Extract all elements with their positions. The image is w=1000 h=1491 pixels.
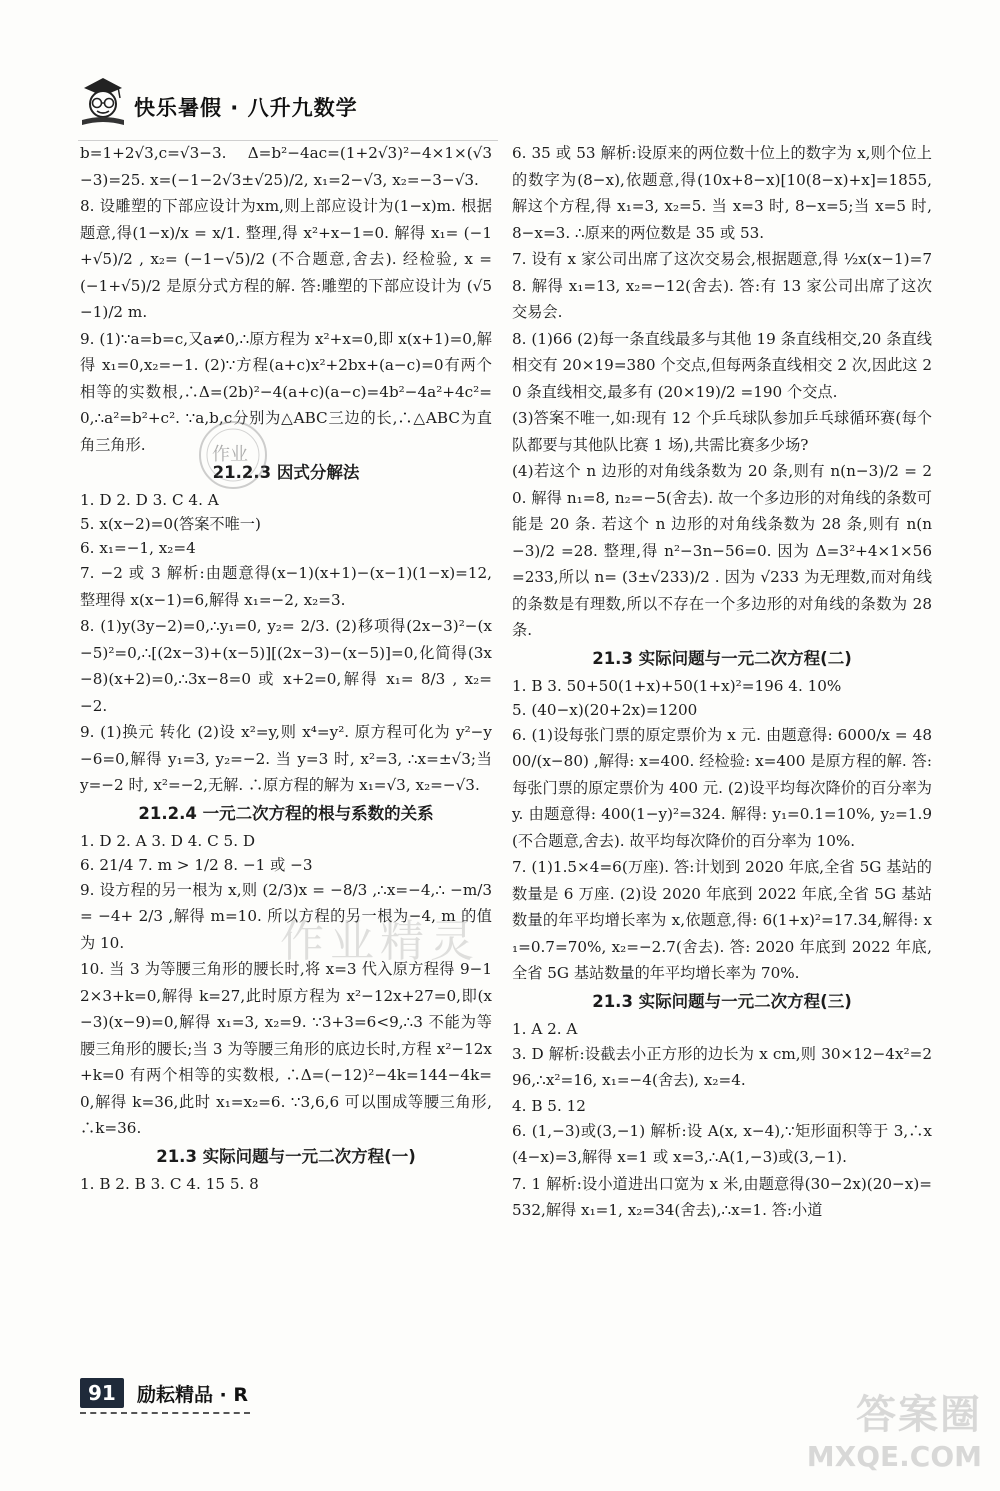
answer-paragraph: 8. 设雕塑的下部应设计为xm,则上部应设计为(1−x)m. 根据题意,得(1−x)/x = x/1. 整理,得 x²+x−1=0. 解得 x₁= (−1+√5)/2 , x₂= (−1−√5)/2 (不合题意,舍去). 经检验, x = (−1+√5)/2 是原分式方程的解. 答:雕塑的下部应设计为 (√5−1)/2 m. <box>80 197 492 321</box>
site-watermark <box>772 1383 982 1479</box>
footer-brand: 励耘精品 · R <box>136 1383 249 1406</box>
right-column <box>512 140 932 1224</box>
answer-paragraph: 3. D 解析:设截去小正方形的边长为 x cm,则 30×12−4x²=296,∴x²=16, x₁=−4(舍去), x₂=4. <box>512 1044 932 1089</box>
answer-line: 1. A 2. A <box>512 1019 578 1038</box>
section-heading: 21.2.4 一元二次方程的根与系数的关系 <box>138 803 434 823</box>
answer-paragraph: 8. (1)66 (2)每一条直线最多与其他 19 条直线相交,20 条直线相交有 20×19=380 个交点,但每两条直线相交 2 次,因此这 20 条直线相交,最多有 (20×19)/2 =190 个交点. <box>512 329 932 401</box>
section-heading: 21.3 实际问题与一元二次方程(二) <box>592 648 852 668</box>
answer-line: 1. D 2. D 3. C 4. A <box>80 491 219 509</box>
answer-paragraph: 9. 设方程的另一根为 x,则 (2/3)x = −8/3 ,∴x=−4,∴ −m/3 = −4+ 2/3 ,解得 m=10. 所以方程的另一根为−4, m 的值为 10. <box>80 880 492 952</box>
answer-paragraph: (3)答案不唯一,如:现有 12 个乒乓球队参加乒乓球循环赛(每个队都要与其他队比赛 1 场),共需比赛多少场? <box>512 409 932 454</box>
answer-paragraph: 7. 设有 x 家公司出席了这次交易会,根据题意,得 ½x(x−1)=78. 解得 x₁=13, x₂=−12(舍去). 答:有 13 家公司出席了这次交易会. <box>512 250 932 321</box>
answer-paragraph: 9. (1)∵a=b=c,又a≠0,∴原方程为 x²+x=0,即 x(x+1)=0,解得 x₁=0,x₂=−1. (2)∵方程(a+c)x²+2bx+(a−c)=0有两个相等的实数根,∴Δ=(2b)²−4(a+c)(a−c)=4b²−4a²+4c²=0,∴a²=b²+c². ∵a,b,c分别为△ABC三边的长,∴△ABC为直角三角形. <box>80 329 492 454</box>
answer-paragraph: (4)若这个 n 边形的对角线条数为 20 条,则有 n(n−3)/2 = 20. 解得 n₁=8, n₂=−5(舍去). 故一个多边形的对角线的条数可能是 20 条. 若这个 n 边形的对角线条数为 28 条,则有 n(n−3)/2 =28. 整理,得 n²−3n−56=0. 因为 Δ=3²+4×1×56=233,所以 n= (3±√233)/2 . 因为 √233 为无理数,而对角线的条数是有理数,所以不存在一个多边形的对角线的条数为 28 条. <box>512 462 932 639</box>
footer-rule <box>80 1412 250 1414</box>
answer-paragraph: 7. (1)1.5×4=6(万座). 答:计划到 2020 年底,全省 5G 基站的数量是 6 万座. (2)设 2020 年底到 2022 年底,全省 5G 基站数量的年平均增长率为 x,依题意,得: 6(1+x)²=17.34,解得: x₁=0.7=70%, x₂=−2.7(舍去). 答: 2020 年底到 2022 年底,全省 5G 基站数量的年平均增长率为 70%. <box>512 858 932 982</box>
section-heading: 21.3 实际问题与一元二次方程(一) <box>156 1146 416 1166</box>
section-heading: 21.3 实际问题与一元二次方程(三) <box>592 991 852 1011</box>
answer-line: 6. 21/4 7. m > 1/2 8. −1 或 −3 <box>80 855 313 874</box>
answer-line: 1. D 2. A 3. D 4. C 5. D <box>80 831 256 850</box>
answer-line: 1. B 2. B 3. C 4. 15 5. 8 <box>80 1174 259 1193</box>
watermark-logo: 答案圈 <box>856 1392 982 1438</box>
header-title: 快乐暑假 · 八升九数学 <box>134 96 358 120</box>
answer-line: 4. B 5. 12 <box>512 1096 586 1115</box>
watermark-domain: MXQE.COM <box>806 1440 982 1473</box>
section-heading: 21.2.3 因式分解法 <box>212 463 360 482</box>
answer-paragraph: 10. 当 3 为等腰三角形的腰长时,将 x=3 代入原方程得 9−12×3+k=0,解得 k=27,此时原方程为 x²−12x+27=0,即(x−3)(x−9)=0,解得 x₁=3, x₂=9. ∵3+3=6<9,∴3 不能为等腰三角形的腰长;当 3 为等腰三角形的底边长时,方程 x²−12x+k=0 有两个相等的实数根, ∴Δ=(−12)²−4k=144−4k=0,解得 k=36,此时 x₁=x₂=6. ∵3,6,6 可以围成等腰三角形,∴k=36. <box>80 960 492 1137</box>
faint-watermark: 作业精灵 <box>280 916 480 967</box>
answer-line: 5. (40−x)(20+2x)=1200 <box>512 700 698 719</box>
answer-line: 6. x₁=−1, x₂=4 <box>80 539 196 557</box>
answer-paragraph: 6. 35 或 53 解析:设原来的两位数十位上的数字为 x,则个位上的数字为(8−x),依题意,得(10x+8−x)[10(8−x)+x]=1855,解这个方程,得 x₁=3, x₂=5. 当 x=3 时, 8−x=5;当 x=5 时, 8−x=3. ∴原来的两位数是 35 或 53. <box>512 144 932 242</box>
answer-paragraph: 9. (1)换元 转化 (2)设 x²=y,则 x⁴=y². 原方程可化为 y²−y−6=0,解得 y₁=3, y₂=−2. 当 y=3 时, x²=3, ∴x=±√3;当 y=−2 时, x²=−2,无解. ∴原方程的解为 x₁=√3, x₂=−√3. <box>80 723 492 794</box>
answer-paragraph: 6. (1,−3)或(3,−1) 解析:设 A(x, x−4),∵矩形面积等于 3,∴x(4−x)=3,解得 x=1 或 x=3,∴A(1,−3)或(3,−1). <box>512 1121 932 1166</box>
answer-paragraph: 7. 1 解析:设小道进出口宽为 x 米,由题意得(30−2x)(20−x)=532,解得 x₁=1, x₂=34(舍去),∴x=1. 答:小道 <box>512 1174 932 1219</box>
left-column <box>80 140 492 1196</box>
answer-paragraph: b=1+2√3,c=√3−3. Δ=b²−4ac=(1+2√3)²−4×1×(√3−3)=25. x=(−1−2√3±√25)/2, x₁=2−√3, x₂=−3−√3. <box>80 144 492 189</box>
answer-paragraph: 6. (1)设每张门票的原定票价为 x 元. 由题意得: 6000/x = 4800/(x−80) ,解得: x=400. 经检验: x=400 是原方程的解. 答:每张门票的原定票价为 400 元. (2)设平均每次降价的百分率为 y. 由题意得: 400(1−y)²=324. 解得: y₁=0.1=10%, y₂=1.9(不合题意,舍去). 故平均每次降价的百分率为 10%. <box>512 725 932 850</box>
answer-paragraph: 8. (1)y(3y−2)=0,∴y₁=0, y₂= 2/3. (2)移项得(2x−3)²−(x−5)²=0,∴[(2x−3)+(x−5)][(2x−3)−(x−5)]=0,化简得(3x−8)(x+2)=0,∴3x−8=0 或 x+2=0,解得 x₁= 8/3 , x₂=−2. <box>80 617 492 715</box>
page-header <box>78 74 498 134</box>
answer-line: 1. B 3. 50+50(1+x)+50(1+x)²=196 4. 10% <box>512 676 842 695</box>
answer-line: 5. x(x−2)=0(答案不唯一) <box>80 515 261 533</box>
mascot-icon <box>78 74 128 126</box>
stamp-text: 作业 <box>212 444 248 465</box>
page-number: 91 <box>80 1378 124 1408</box>
answer-paragraph: 7. −2 或 3 解析:由题意得(x−1)(x+1)−(x−1)(1−x)=12,整理得 x(x−1)=6,解得 x₁=−2, x₂=3. <box>80 564 492 609</box>
